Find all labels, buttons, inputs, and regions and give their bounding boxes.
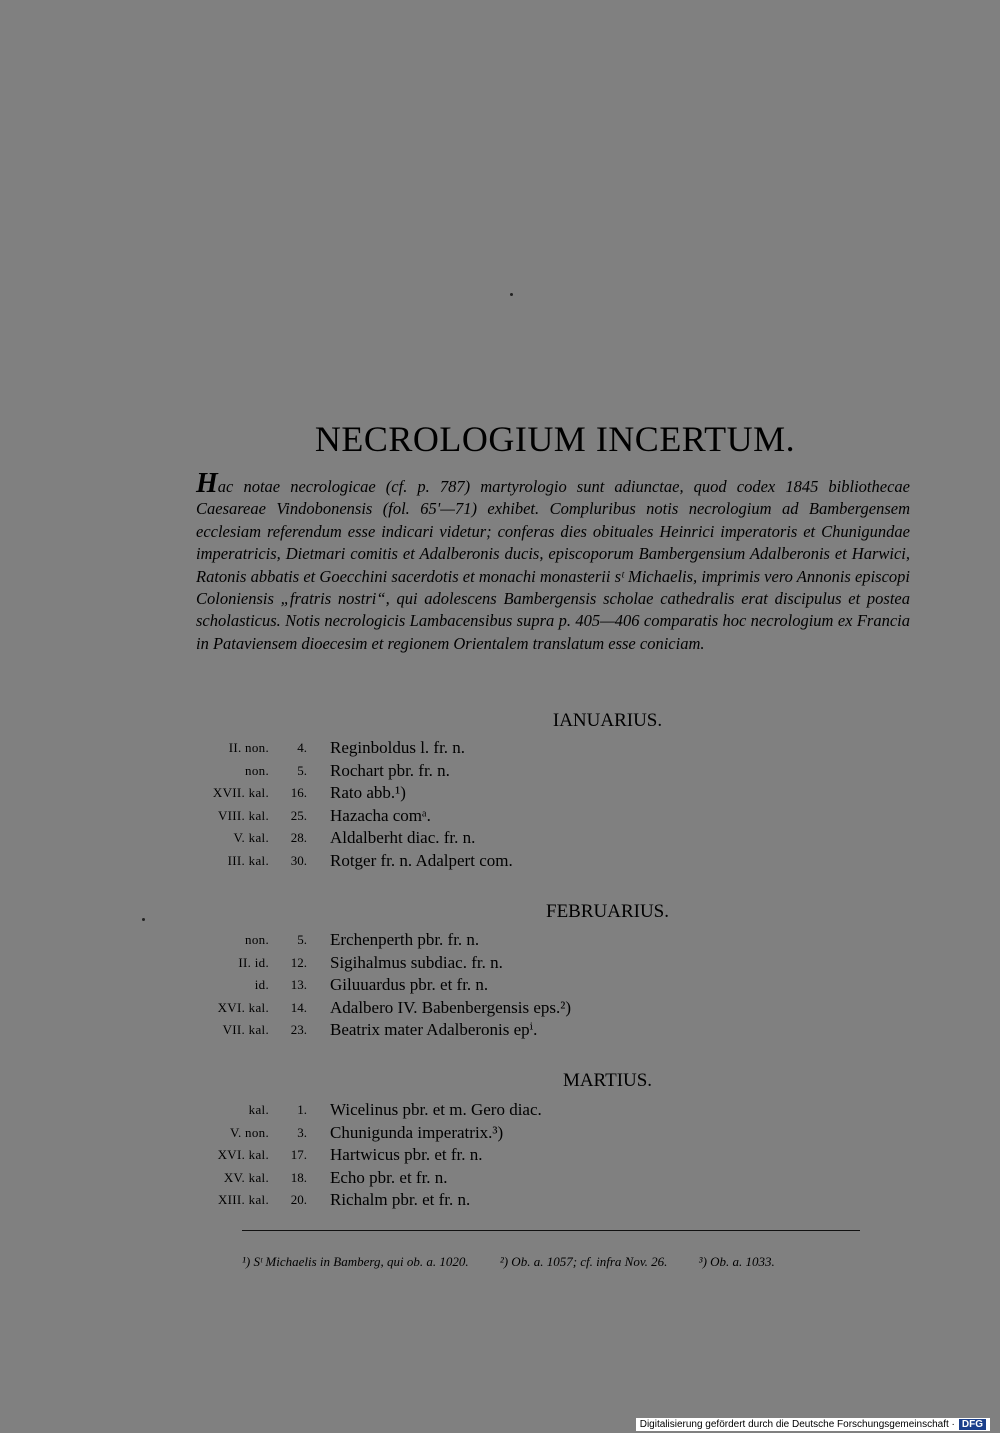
speck: [142, 918, 145, 921]
entry-date: V. non.: [229, 1124, 269, 1140]
calendar-entry: [0, 1123, 1000, 1145]
calendar-entry: [0, 806, 1000, 828]
entry-day: 13.: [290, 977, 307, 992]
calendar-entry: [0, 851, 1000, 873]
entry-name: Hartwicus pbr. et fr. n.: [330, 1145, 483, 1164]
digitization-credit: [636, 1418, 990, 1431]
calendar-entry: [0, 1020, 1000, 1042]
calendar-entry: [0, 1168, 1000, 1190]
entry-name: Adalbero IV. Babenbergensis eps.²): [330, 997, 571, 1017]
entry-name: Richalm pbr. et fr. n.: [330, 1190, 471, 1209]
calendar-entry: [0, 1190, 1000, 1212]
entry-date: II. non.: [228, 740, 269, 755]
calendar-entry: [0, 761, 1000, 783]
entry-day: 14.: [290, 999, 307, 1015]
credit-text: Digitalisierung gefördert durch die Deutsche Forschungsgemeinschaft ·: [639, 1419, 955, 1430]
calendar-entry: [0, 953, 1000, 975]
entry-day: 23.: [290, 1022, 307, 1037]
entry-date: id.: [254, 977, 269, 992]
entry-name: Hazacha comᵃ.: [330, 805, 431, 825]
entry-name: Sigihalmus subdiac. fr. n.: [330, 952, 503, 972]
dfg-logo: DFG: [959, 1419, 986, 1430]
entry-name: Chunigunda imperatrix.³): [330, 1122, 504, 1142]
entry-name: Giluuardus pbr. et fr. n.: [330, 975, 489, 994]
entry-name: Echo pbr. et fr. n.: [330, 1167, 448, 1187]
calendar-entry: [0, 975, 1000, 997]
entry-date: XV. kal.: [223, 1169, 269, 1185]
entry-day: 25.: [290, 807, 307, 823]
entry-date: XVII. kal.: [212, 785, 269, 800]
entry-date: XIII. kal.: [217, 1192, 269, 1207]
calendar-entry: [0, 738, 1000, 760]
entry-day: 5.: [297, 762, 307, 778]
entry-date: non.: [245, 932, 269, 947]
calendar-entry: [0, 1145, 1000, 1167]
entry-day: 1.: [297, 1102, 307, 1117]
entry-name: Rotger fr. n. Adalpert com.: [330, 850, 513, 870]
speck: [510, 293, 513, 296]
intro-paragraph: [196, 468, 910, 655]
entry-day: 12.: [290, 954, 307, 970]
calendar-entry: [0, 1100, 1000, 1122]
entry-name: Erchenperth pbr. fr. n.: [330, 930, 480, 949]
footnote-2: ²) Ob. a. 1057; cf. infra Nov. 26.: [499, 1254, 668, 1269]
calendar-entry: [0, 930, 1000, 952]
section-title: FEBRUARIUS.: [546, 901, 669, 922]
entry-day: 20.: [290, 1192, 307, 1207]
entry-date: VIII. kal.: [217, 807, 269, 823]
entry-name: Aldalberht diac. fr. n.: [330, 828, 476, 847]
calendar-entry: [0, 998, 1000, 1020]
entry-day: 17.: [290, 1147, 307, 1162]
entry-name: Rato abb.¹): [330, 783, 406, 802]
entry-day: 4.: [297, 740, 307, 755]
entry-date: III. kal.: [227, 852, 269, 868]
entry-date: V. kal.: [233, 830, 269, 845]
entry-date: VII. kal.: [222, 1022, 269, 1037]
entry-name: Wicelinus pbr. et m. Gero diac.: [330, 1100, 542, 1119]
footnotes: [242, 1254, 910, 1270]
section-title: IANUARIUS.: [552, 710, 663, 731]
entry-date: XVI. kal.: [217, 999, 269, 1015]
entry-day: 28.: [290, 830, 307, 845]
entry-date: II. id.: [238, 954, 269, 970]
footnote-1: ¹) Sᵗ Michaelis in Bamberg, qui ob. a. 1020.: [242, 1254, 469, 1269]
entry-name: Rochart pbr. fr. n.: [330, 760, 450, 780]
entry-day: 18.: [290, 1169, 307, 1185]
calendar-entry: [0, 783, 1000, 805]
entry-day: 3.: [297, 1124, 307, 1140]
entry-day: 5.: [297, 932, 307, 947]
section-title: MARTIUS.: [562, 1070, 653, 1091]
footnote-rule: [242, 1230, 860, 1231]
entry-date: non.: [245, 762, 269, 778]
calendar-entry: [0, 828, 1000, 850]
entry-date: kal.: [248, 1102, 269, 1117]
page-title: NECROLOGIUM INCERTUM.: [314, 419, 796, 459]
entry-date: XVI. kal.: [217, 1147, 269, 1162]
entry-day: 30.: [290, 852, 307, 868]
dropcap: H: [196, 468, 218, 499]
entry-day: 16.: [290, 785, 307, 800]
footnote-3: ³) Ob. a. 1033.: [698, 1254, 775, 1269]
intro-text: ac notae necrologicae (cf. p. 787) martyrologio sunt adiunctae, quod codex 1845 bibliothecae Caesareae Vindobonensis (fol. 65'—71) exhibet. Compluribus notis necrologium ad Bambergensem ecclesiam referendum esse indicari videtur; conferas dies obituales Heinrici imperatoris et Chunigundae imperatricis, Dietmari comitis et Adalberonis ducis, episcoporum Bambergensium Adalberonis et Harwici, Ratonis abbatis et Goecchini sacerdotis et monachi monasterii sᵗ Michaelis, imprimis vero Annonis episcopi Coloniensis „fratris nostri“, qui adolescens Bambergensis scholae cathedralis erat discipulus et postea scholasticus. Notis necrologicis Lambacensibus supra p. 405—406 comparatis hoc necrologium ex Francia in Pataviensem dioecesim et regionem Orientalem translatum esse coniciam.: [196, 477, 910, 653]
entry-name: Beatrix mater Adalberonis epⁱ.: [330, 1020, 538, 1039]
entry-name: Reginboldus l. fr. n.: [330, 738, 466, 757]
